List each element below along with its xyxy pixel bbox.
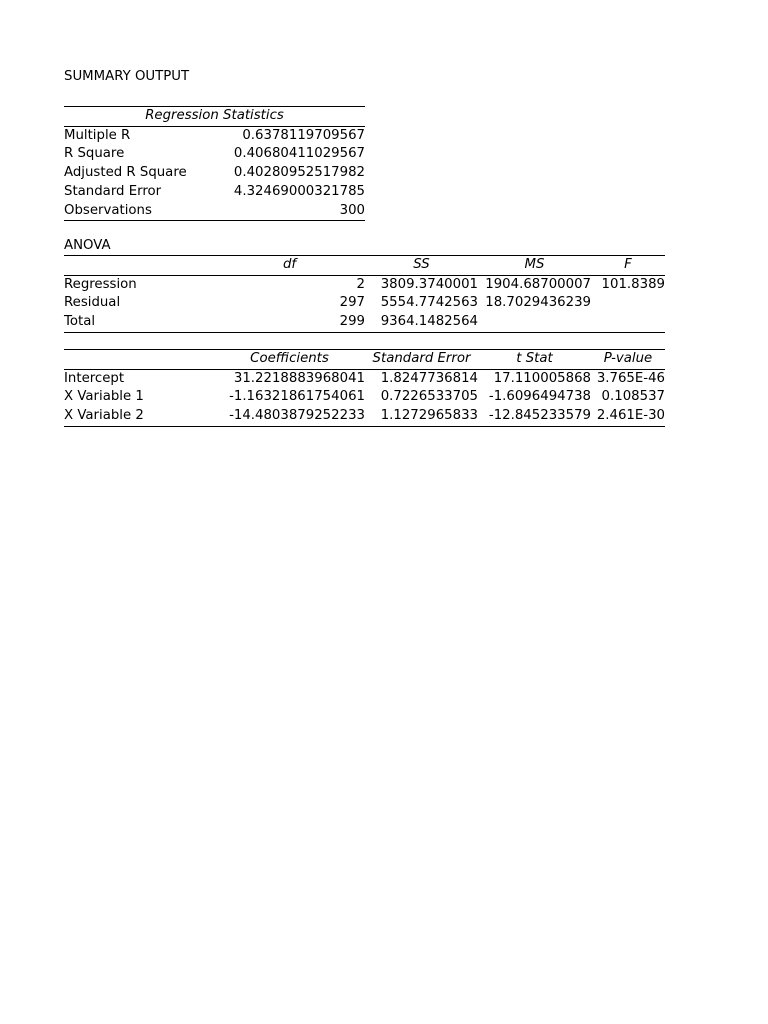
coef-standard-error: 1.8247736814 — [380, 370, 478, 386]
anova-source: Regression — [64, 276, 137, 292]
anova-df: 297 — [339, 295, 365, 311]
anova-table — [64, 255, 665, 333]
anova-source: Residual — [64, 295, 121, 311]
coef-t-stat: 17.110005868 — [493, 370, 591, 386]
anova-header-blank — [64, 256, 214, 276]
stat-label: Multiple R — [64, 127, 131, 143]
table-row — [64, 275, 665, 294]
coef-t-stat: -12.845233579 — [478, 407, 591, 426]
anova-f — [591, 294, 665, 313]
table-header-row — [64, 107, 365, 127]
coef-variable: Intercept — [64, 370, 125, 386]
coef-header-coefficients: Coefficients — [214, 350, 365, 370]
table-header-row — [64, 256, 665, 276]
coef-header-blank — [64, 350, 214, 370]
stat-value: 0.40280952517982 — [233, 165, 366, 181]
coef-variable: X Variable 2 — [64, 407, 214, 426]
coef-value: -1.16321861754061 — [229, 389, 365, 405]
stat-value: 300 — [214, 202, 365, 221]
table-row — [64, 183, 365, 202]
coef-p-value: 2.461E-30 — [591, 407, 665, 426]
stat-value: 4.32469000321785 — [233, 183, 366, 199]
anova-header-ss: SS — [365, 256, 478, 276]
coef-t-stat: -1.6096494738 — [488, 389, 591, 405]
stat-label: Adjusted R Square — [64, 165, 187, 181]
coef-standard-error: 0.7226533705 — [380, 389, 478, 405]
coef-value: 31.2218883968041 — [233, 370, 365, 386]
table-row — [64, 407, 665, 426]
coef-p-value: 0.108537 — [601, 389, 665, 405]
table-row — [64, 126, 365, 145]
anova-source: Total — [64, 313, 214, 332]
anova-df: 299 — [214, 313, 365, 332]
coef-p-value: 3.765E-46 — [596, 370, 665, 386]
anova-ms: 18.7029436239 — [485, 295, 591, 311]
anova-ms — [478, 313, 591, 332]
coef-value: -14.4803879252233 — [214, 407, 365, 426]
regression-statistics-header: Regression Statistics — [64, 107, 365, 127]
table-row — [64, 369, 665, 388]
coef-header-p-value: P-value — [591, 350, 665, 370]
regression-statistics-table — [64, 106, 365, 221]
anova-ss: 3809.3740001 — [380, 276, 478, 292]
stat-label: Observations — [64, 202, 214, 221]
anova-header-df: df — [214, 256, 365, 276]
coef-standard-error: 1.1272965833 — [365, 407, 478, 426]
table-row — [64, 202, 365, 221]
anova-f — [591, 313, 665, 332]
stat-value: 0.6378119709567 — [242, 127, 366, 143]
anova-title: ANOVA — [64, 238, 111, 253]
coefficients-table — [64, 349, 665, 427]
table-row — [64, 388, 665, 407]
coef-header-standard-error: Standard Error — [365, 350, 478, 370]
anova-header-ms: MS — [478, 256, 591, 276]
table-row — [64, 313, 665, 332]
table-header-row — [64, 350, 665, 370]
anova-f: 101.8389 — [601, 276, 665, 292]
summary-output-title: SUMMARY OUTPUT — [64, 69, 190, 84]
stat-label: R Square — [64, 146, 125, 162]
stat-value: 0.40680411029567 — [233, 146, 366, 162]
anova-ss: 5554.7742563 — [380, 295, 478, 311]
table-row — [64, 294, 665, 313]
coef-variable: X Variable 1 — [64, 389, 144, 405]
anova-ms: 1904.68700007 — [485, 276, 591, 292]
anova-df: 2 — [356, 276, 365, 292]
coef-header-t-stat: t Stat — [478, 350, 591, 370]
stat-label: Standard Error — [64, 183, 162, 199]
table-row — [64, 145, 365, 164]
anova-ss: 9364.1482564 — [365, 313, 478, 332]
table-row — [64, 164, 365, 183]
anova-header-f: F — [591, 256, 665, 276]
